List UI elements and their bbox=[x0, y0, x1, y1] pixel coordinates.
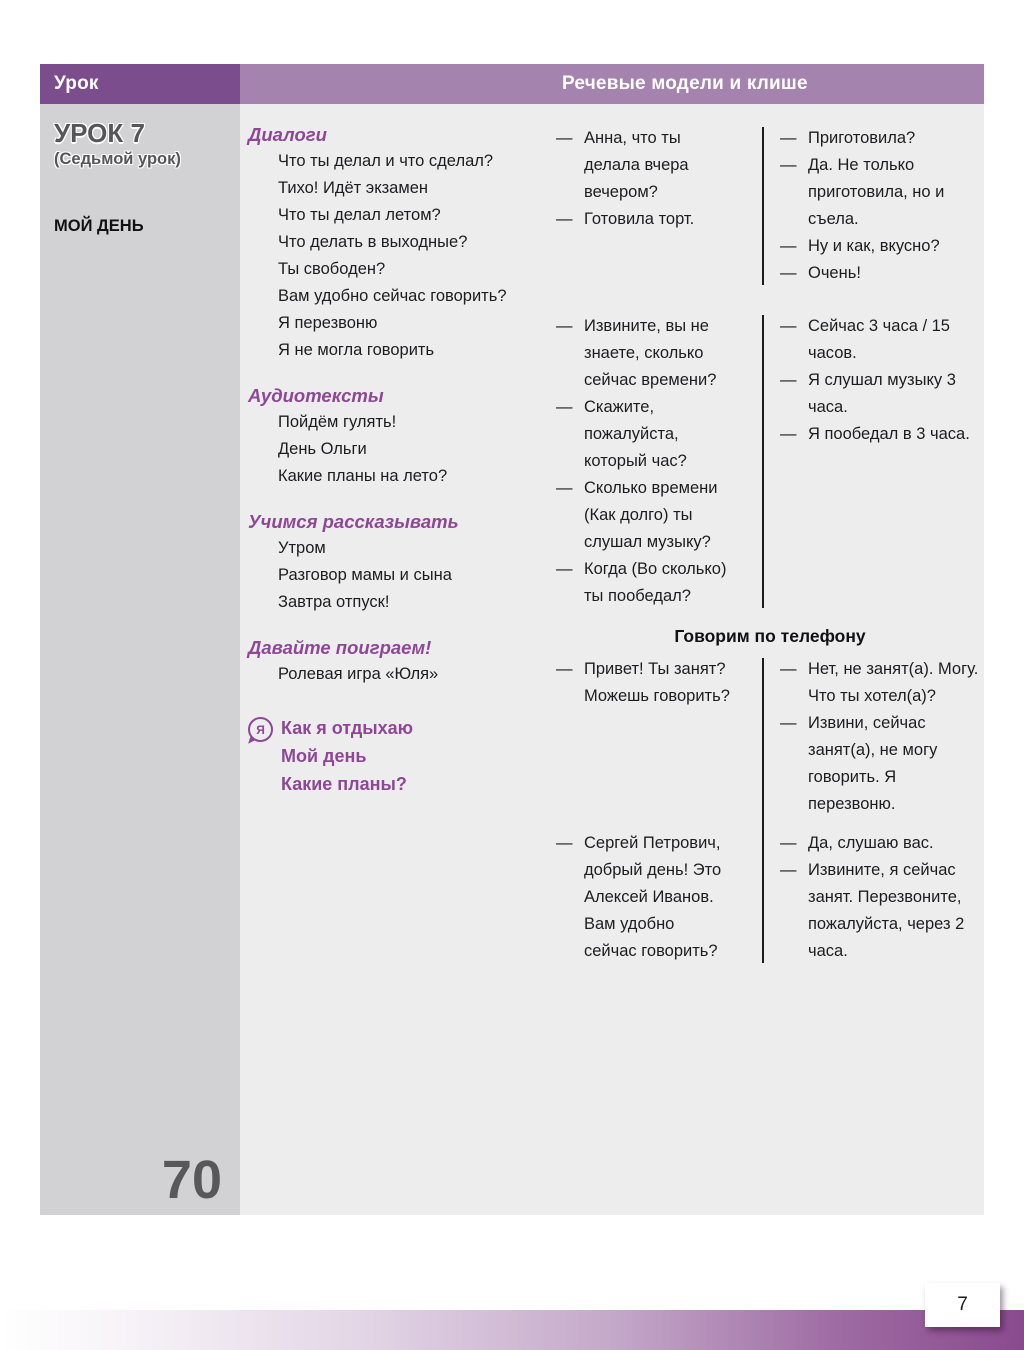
em-dash: — bbox=[780, 264, 797, 282]
utterance-text: Очень! bbox=[808, 264, 861, 282]
dialogue-block bbox=[556, 313, 984, 610]
speech-models-column-label: Речевые модели и клише bbox=[562, 73, 808, 94]
main-table-row bbox=[40, 104, 984, 1215]
em-dash: — bbox=[556, 129, 573, 147]
toc-section bbox=[248, 634, 552, 688]
utterance bbox=[780, 656, 984, 710]
toc-item: Завтра отпуск! bbox=[278, 593, 390, 611]
em-dash: — bbox=[780, 371, 797, 389]
dialogue-right-cell bbox=[764, 125, 984, 287]
lesson-column-label: Урок bbox=[54, 73, 99, 94]
em-dash: — bbox=[556, 660, 573, 678]
speaking-task-item: Какие планы? bbox=[281, 774, 407, 794]
speech-models-column bbox=[556, 104, 984, 1215]
em-dash: — bbox=[780, 237, 797, 255]
toc-section-heading: Аудиотексты bbox=[248, 385, 384, 406]
em-dash: — bbox=[780, 317, 797, 335]
toc-item: Что ты делал летом? bbox=[278, 206, 441, 224]
utterance bbox=[780, 710, 984, 818]
em-dash: — bbox=[556, 398, 573, 416]
lesson-content-cell bbox=[240, 104, 984, 1215]
utterance-text: Ну и как, вкусно? bbox=[808, 237, 940, 255]
utterance-text: Скажите, пожалуйста, который час? bbox=[584, 398, 687, 470]
column-header-lesson bbox=[40, 64, 240, 104]
lesson-sidebar bbox=[40, 104, 240, 1215]
utterance bbox=[780, 313, 984, 367]
lesson-topic: МОЙ ДЕНЬ bbox=[54, 217, 144, 235]
toc-section bbox=[248, 382, 552, 490]
phone-section-heading: Говорим по телефону bbox=[674, 626, 866, 646]
em-dash: — bbox=[556, 560, 573, 578]
page-number: 7 bbox=[957, 1294, 968, 1315]
utterance bbox=[780, 367, 984, 421]
utterance-text: Извините, я сейчас занят. Перезвоните, пожалуйста, через 2 часа. bbox=[808, 861, 965, 960]
em-dash: — bbox=[780, 425, 797, 443]
toc-section-heading: Учимся рассказывать bbox=[248, 511, 459, 532]
utterance-text: Сейчас 3 часа / 15 часов. bbox=[808, 317, 950, 362]
em-dash: — bbox=[780, 834, 797, 852]
dialogue-left-cell bbox=[556, 656, 764, 818]
dialogue-row bbox=[556, 125, 984, 287]
dialogue-row bbox=[556, 656, 984, 818]
em-dash: — bbox=[780, 861, 797, 879]
utterance-text: Извини, сейчас занят(а), не могу говорить. Я перезвоню. bbox=[808, 714, 938, 813]
dialogue-left-cell bbox=[556, 313, 764, 610]
toc-item: Какие планы на лето? bbox=[278, 467, 448, 485]
utterance bbox=[556, 830, 730, 965]
utterance-text: Я слушал музыку 3 часа. bbox=[808, 371, 956, 416]
utterance bbox=[556, 475, 730, 556]
column-header-speech-models bbox=[240, 64, 984, 104]
utterance-text: Я пообедал в 3 часа. bbox=[808, 425, 970, 443]
utterance-text: Сколько времени (Как долго) ты слушал музыку? bbox=[584, 479, 718, 551]
utterance bbox=[556, 656, 730, 710]
toc-item: Ролевая игра «Юля» bbox=[278, 665, 439, 683]
em-dash: — bbox=[556, 834, 573, 852]
em-dash: — bbox=[556, 479, 573, 497]
toc-item: Что делать в выходные? bbox=[278, 233, 468, 251]
utterance bbox=[556, 206, 730, 233]
em-dash: — bbox=[780, 129, 797, 147]
lesson-start-page-number: 70 bbox=[161, 1150, 222, 1210]
lesson-subtitle: (Седьмой урок) bbox=[54, 150, 181, 168]
table-header bbox=[40, 64, 984, 104]
speech-bubble-icon bbox=[248, 717, 273, 742]
dialogue-right-cell bbox=[764, 830, 984, 965]
utterance bbox=[780, 830, 984, 857]
utterance bbox=[780, 152, 984, 233]
toc-item: Вам удобно сейчас говорить? bbox=[278, 287, 507, 305]
toc-section-heading: Диалоги bbox=[248, 124, 327, 145]
utterance bbox=[556, 556, 730, 610]
toc-section bbox=[248, 508, 552, 616]
toc-item: День Ольги bbox=[278, 440, 367, 458]
em-dash: — bbox=[556, 210, 573, 228]
speaking-task-item: Мой день bbox=[281, 746, 367, 766]
utterance-text: Приготовила? bbox=[808, 129, 916, 147]
contents-column bbox=[240, 104, 556, 1215]
toc-item: Пойдём гулять! bbox=[278, 413, 397, 431]
dialogue-right-cell bbox=[764, 656, 984, 818]
utterance-text: Готовила торт. bbox=[584, 210, 695, 228]
em-dash: — bbox=[780, 660, 797, 678]
speaking-tasks-section bbox=[248, 714, 552, 798]
speaking-task-list bbox=[281, 714, 413, 798]
toc-item: Утром bbox=[278, 539, 326, 557]
dialogue-left-cell bbox=[556, 125, 764, 287]
lesson-title: УРОК 7 bbox=[54, 118, 145, 148]
utterance bbox=[780, 857, 984, 965]
dialogue-block bbox=[556, 656, 984, 965]
utterance-text: Извините, вы не знаете, сколько сейчас времени? bbox=[584, 317, 717, 389]
dialogue-left-cell bbox=[556, 830, 764, 965]
toc-item: Что ты делал и что сделал? bbox=[278, 152, 494, 170]
em-dash: — bbox=[556, 317, 573, 335]
utterance bbox=[556, 394, 730, 475]
utterance bbox=[780, 233, 984, 260]
utterance-text: Когда (Во сколько) ты пообедал? bbox=[584, 560, 727, 605]
footer-gradient-bar bbox=[0, 1310, 1024, 1350]
utterance-text: Да, слушаю вас. bbox=[808, 834, 934, 852]
em-dash: — bbox=[780, 156, 797, 174]
toc-item: Я не могла говорить bbox=[278, 341, 435, 359]
toc-item: Я перезвоню bbox=[278, 314, 378, 332]
toc-item: Разговор мамы и сына bbox=[278, 566, 452, 584]
toc-item: Ты свободен? bbox=[278, 260, 386, 278]
em-dash: — bbox=[780, 714, 797, 732]
utterance-text: Да. Не только приготовила, но и съела. bbox=[808, 156, 945, 228]
toc-section-heading: Давайте поиграем! bbox=[248, 637, 432, 658]
dialogue-right-cell bbox=[764, 313, 984, 610]
toc-section bbox=[248, 121, 552, 364]
utterance bbox=[780, 421, 984, 448]
utterance bbox=[780, 125, 984, 152]
utterance-text: Сергей Петрович, добрый день! Это Алексей Иванов. Вам удобно сейчас говорить? bbox=[584, 834, 722, 960]
dialogue-row bbox=[556, 313, 984, 610]
dialogue-block bbox=[556, 125, 984, 287]
utterance-text: Привет! Ты занят? Можешь говорить? bbox=[584, 660, 730, 705]
utterance-text: Анна, что ты делала вчера вечером? bbox=[584, 129, 689, 201]
utterance bbox=[556, 313, 730, 394]
speaking-task-item: Как я отдыхаю bbox=[281, 718, 414, 738]
speech-bubble-letter: Я bbox=[256, 722, 265, 737]
page-number-box bbox=[925, 1283, 1000, 1327]
utterance bbox=[556, 125, 730, 206]
dialogue-row bbox=[556, 830, 984, 965]
utterance bbox=[780, 260, 984, 287]
utterance-text: Нет, не занят(а). Могу. Что ты хотел(а)? bbox=[808, 660, 979, 705]
toc-item: Тихо! Идёт экзамен bbox=[278, 179, 428, 197]
